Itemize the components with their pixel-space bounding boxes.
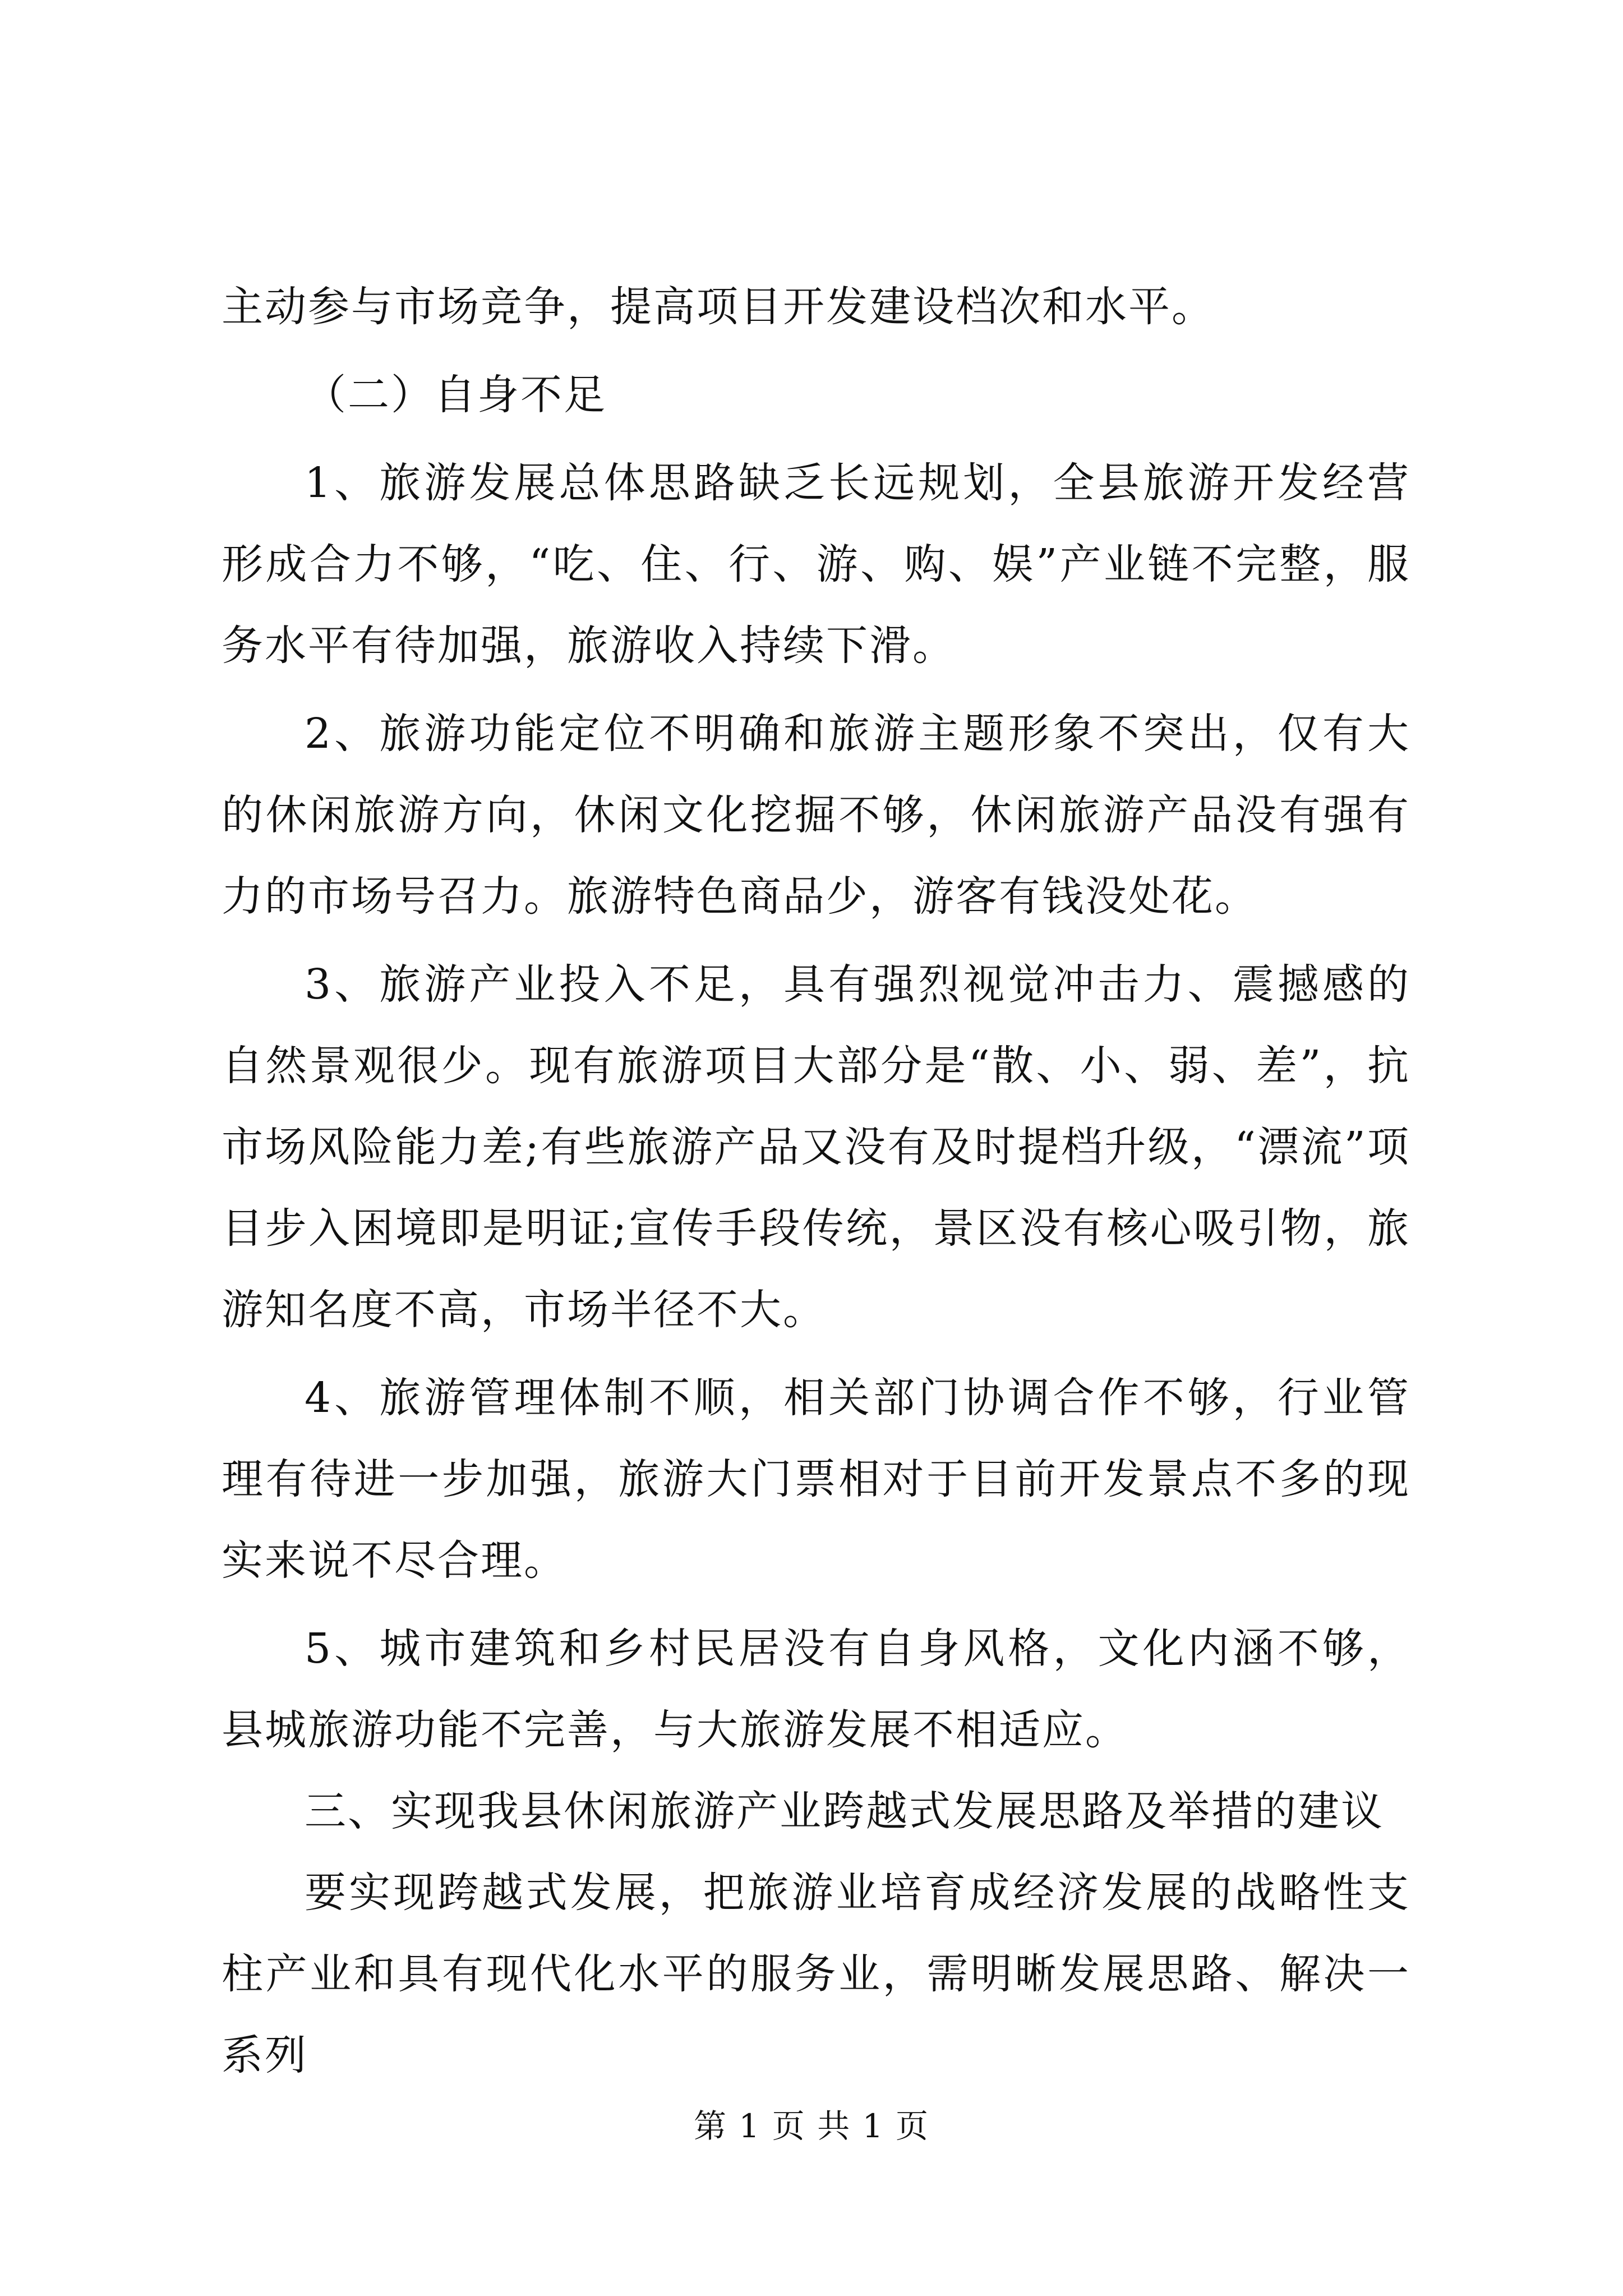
page-footer: 第 1 页 共 1 页 — [694, 2107, 929, 2145]
section-heading-suggestions: 三、实现我县休闲旅游产业跨越式发展思路及举措的建议 — [305, 1787, 1384, 1835]
paragraph-item-1: 1、旅游发展总体思路缺乏长远规划，全县旅游开发经营形成合力不够，“吃、住、行、游、购、娱”产业链不完整，服务水平有待加强，旅游收入持续下滑。 — [222, 459, 1410, 670]
paragraph-item-2: 2、旅游功能定位不明确和旅游主题形象不突出，仅有大的休闲旅游方向，休闲文化挖掘不够，休闲旅游产品没有强有力的市场号召力。旅游特色商品少，游客有钱没处花。 — [222, 710, 1410, 921]
paragraph-item-5: 5、城市建筑和乡村民居没有自身风格，文化内涵不够，县城旅游功能不完善，与大旅游发展不相适应。 — [222, 1625, 1410, 1754]
document-body — [222, 266, 1410, 2096]
paragraph-continuation: 主动参与市场竞争，提高项目开发建设档次和水平。 — [222, 283, 1215, 331]
paragraph-item-3: 3、旅游产业投入不足，具有强烈视觉冲击力、震撼感的自然景观很少。现有旅游项目大部分是“散、小、弱、差”，抗市场风险能力差;有些旅游产品又没有及时提档升级，“漂流”项目步入困境即是明证;宣传手段传统，景区没有核心吸引物，旅游知名度不高，市场半径不大。 — [222, 960, 1410, 1334]
paragraph-item-4: 4、旅游管理体制不顺，相关部门协调合作不够，行业管理有待进一步加强，旅游大门票相对于目前开发景点不多的现实来说不尽合理。 — [222, 1374, 1410, 1585]
paragraph-suggestions-intro: 要实现跨越式发展，把旅游业培育成经济发展的战略性支柱产业和具有现代化水平的服务业，需明晰发展思路、解决一系列 — [222, 1869, 1410, 2079]
section-heading-shortcomings: （二）自身不足 — [305, 371, 607, 419]
